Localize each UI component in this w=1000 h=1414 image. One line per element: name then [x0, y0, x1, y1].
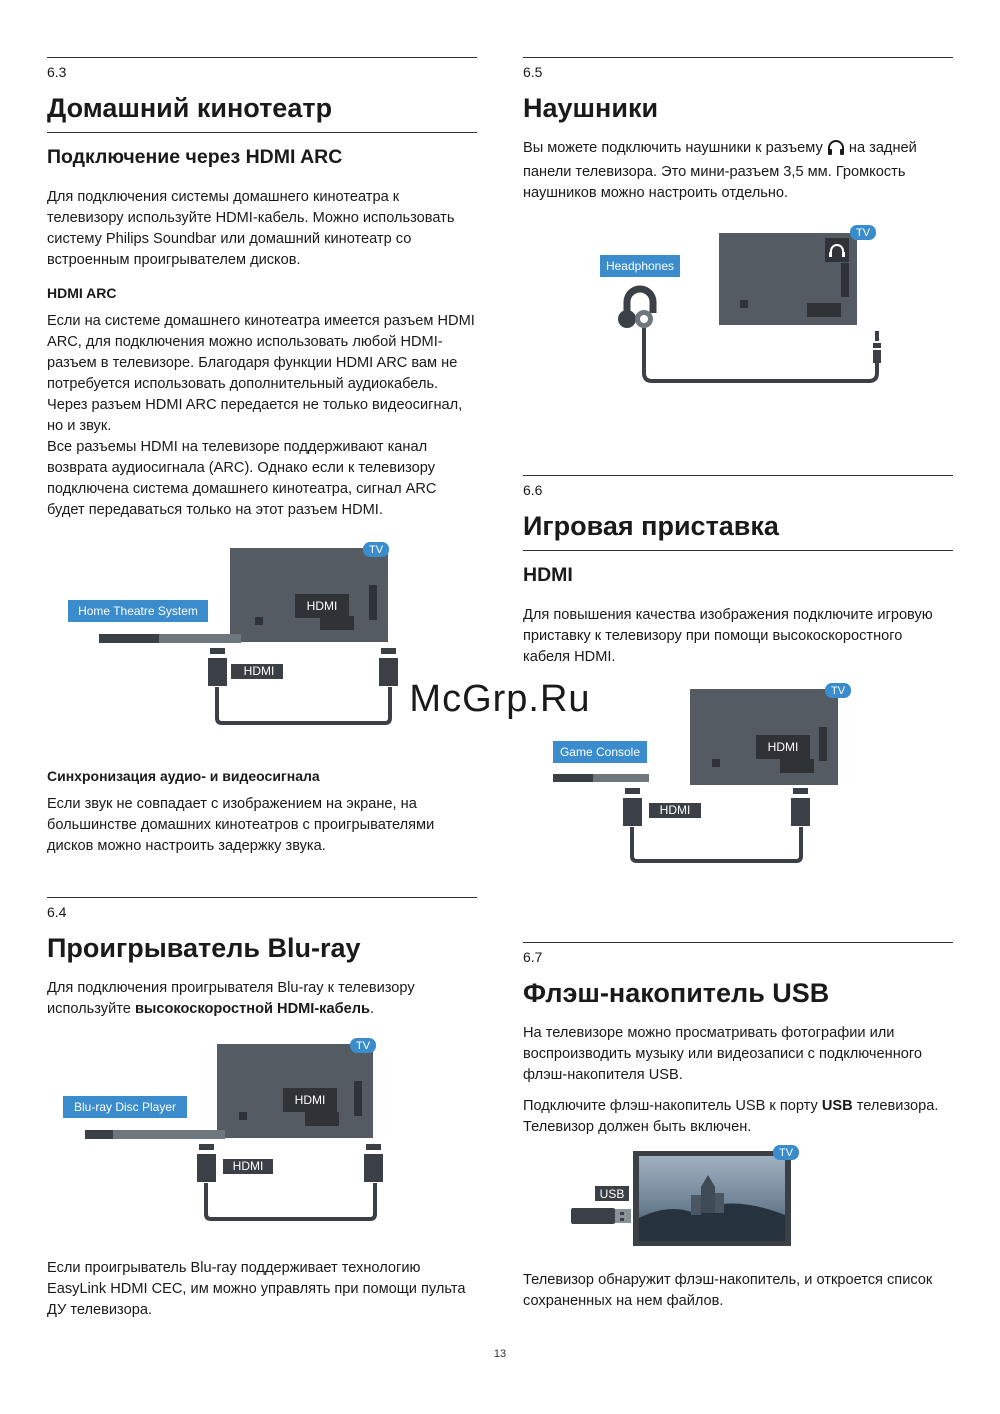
paragraph: Подключите флэш-накопитель USB к порту USB телевизора. Телевизор должен быть включен.	[523, 1098, 939, 1135]
headphones-icon	[827, 139, 845, 162]
paragraph: Если на системе домашнего кинотеатра имеется разъем HDMI ARC, для подключения можно использовать любой HDMI-разъем в телевизоре. Благодаря функции HDMI ARC вам не потребуется использовать дополнительный аудиокабель. Через разъем HDMI ARC передается не только видеосигнал, но и звук.	[47, 313, 475, 434]
audio-cable	[644, 328, 877, 381]
usb-label: USB	[599, 1187, 625, 1201]
section-number: 6.4	[47, 904, 67, 920]
paragraph: Если звук не совпадает с изображением на экране, на большинстве домашних кинотеатров с проигрывателями дисков можно настроить задержку звука.	[47, 796, 435, 854]
hdmi-port-label: HDMI	[306, 599, 338, 613]
paragraph: Телевизор обнаружит флэш-накопитель, и откроется список сохраненных на нем файлов.	[523, 1272, 933, 1309]
paragraph: Для подключения проигрывателя Blu-ray к телевизору используйте высокоскоростной HDMI-кабель.	[47, 980, 415, 1017]
hdmi-port-label: HDMI	[294, 1093, 326, 1107]
device-label: Home Theatre System	[78, 604, 198, 618]
usb-stick-icon	[571, 1208, 615, 1224]
section-game-console	[523, 475, 953, 678]
paragraph: Если проигрыватель Blu-ray поддерживает технологию EasyLink HDMI CEC, им можно управлять при помощи пульта ДУ телевизора.	[47, 1260, 466, 1318]
section-title: Домашний кинотеатр	[47, 92, 477, 133]
hdmi-cable	[206, 1183, 375, 1219]
jack-plug	[875, 331, 879, 341]
tv-badge-label: TV	[855, 227, 871, 239]
watermark: McGrp.Ru	[409, 678, 591, 720]
paragraph: Для подключения системы домашнего кинотеатра к телевизору используйте HDMI-кабель. Можно использовать систему Philips Soundbar или домашний кинотеатр со встроенным проигрывателем дисков.	[47, 189, 455, 268]
paragraph: На телевизоре можно просматривать фотографии или воспроизводить музыку или видеозаписи с подключенного флэш-накопителя USB.	[523, 1025, 923, 1083]
device-label: Blu-ray Disc Player	[73, 1100, 177, 1114]
section-title: Игровая приставка	[523, 510, 953, 551]
minor-heading: HDMI ARC	[47, 285, 117, 301]
section-bluray-cec	[47, 1258, 477, 1331]
hdmi-plug	[364, 1154, 383, 1182]
paragraph: Вы можете подключить наушники к разъему на задней панели телевизора. Это мини-разъем 3,5 мм. Громкость наушников можно настроить отдельно.	[523, 140, 917, 201]
section-number: 6.5	[523, 64, 543, 80]
section-headphones	[523, 57, 953, 214]
section-home-theatre	[47, 57, 477, 531]
hdmi-plug	[791, 798, 810, 826]
section-usb	[523, 942, 953, 1148]
hdmi-plug	[623, 798, 642, 826]
bluray-diagram	[61, 1036, 401, 1231]
tv-badge-label: TV	[355, 1040, 371, 1052]
tv-badge-label: TV	[368, 544, 384, 556]
subsection-title: Подключение через HDMI ARC	[47, 146, 343, 168]
hdmi-plug	[197, 1154, 216, 1182]
section-title: Проигрыватель Blu-ray	[47, 933, 361, 963]
section-bluray	[47, 897, 477, 1030]
section-number: 6.7	[523, 949, 543, 965]
section-title: Флэш-накопитель USB	[523, 978, 830, 1008]
tv-badge-label: TV	[830, 685, 846, 697]
minor-heading: Синхронизация аудио- и видеосигнала	[47, 768, 320, 784]
headphones-diagram	[597, 223, 887, 408]
tv-badge-label: TV	[778, 1147, 794, 1159]
tv-detail	[255, 617, 263, 625]
section-number: 6.6	[523, 482, 543, 498]
hdmi-port-label: HDMI	[767, 740, 799, 754]
device-label: Game Console	[559, 745, 641, 759]
cable-label: HDMI	[232, 1159, 264, 1173]
cable-label: HDMI	[659, 803, 691, 817]
headphones-icon	[627, 289, 653, 313]
section-usb-result	[523, 1270, 953, 1322]
cable-label: HDMI	[243, 664, 275, 678]
headphone-jack	[825, 238, 849, 262]
hdmi-cable	[632, 827, 801, 861]
subsection-title: HDMI	[523, 564, 573, 586]
section-av-sync	[47, 768, 477, 867]
section-title: Наушники	[523, 93, 659, 123]
usb-diagram	[569, 1143, 829, 1260]
page-number: 13	[493, 1348, 507, 1360]
device-label: Headphones	[605, 259, 675, 273]
section-number: 6.3	[47, 64, 67, 80]
paragraph: Для повышения качества изображения подключите игровую приставку к телевизору при помощи высокоскоростного кабеля HDMI.	[523, 607, 933, 665]
paragraph: Все разъемы HDMI на телевизоре поддерживают канал возврата аудиосигнала (ARC). Однако если к телевизору подключена система домашнего кинотеатра, сигнал ARC будет передаваться только на этот разъем HDMI.	[47, 439, 437, 518]
